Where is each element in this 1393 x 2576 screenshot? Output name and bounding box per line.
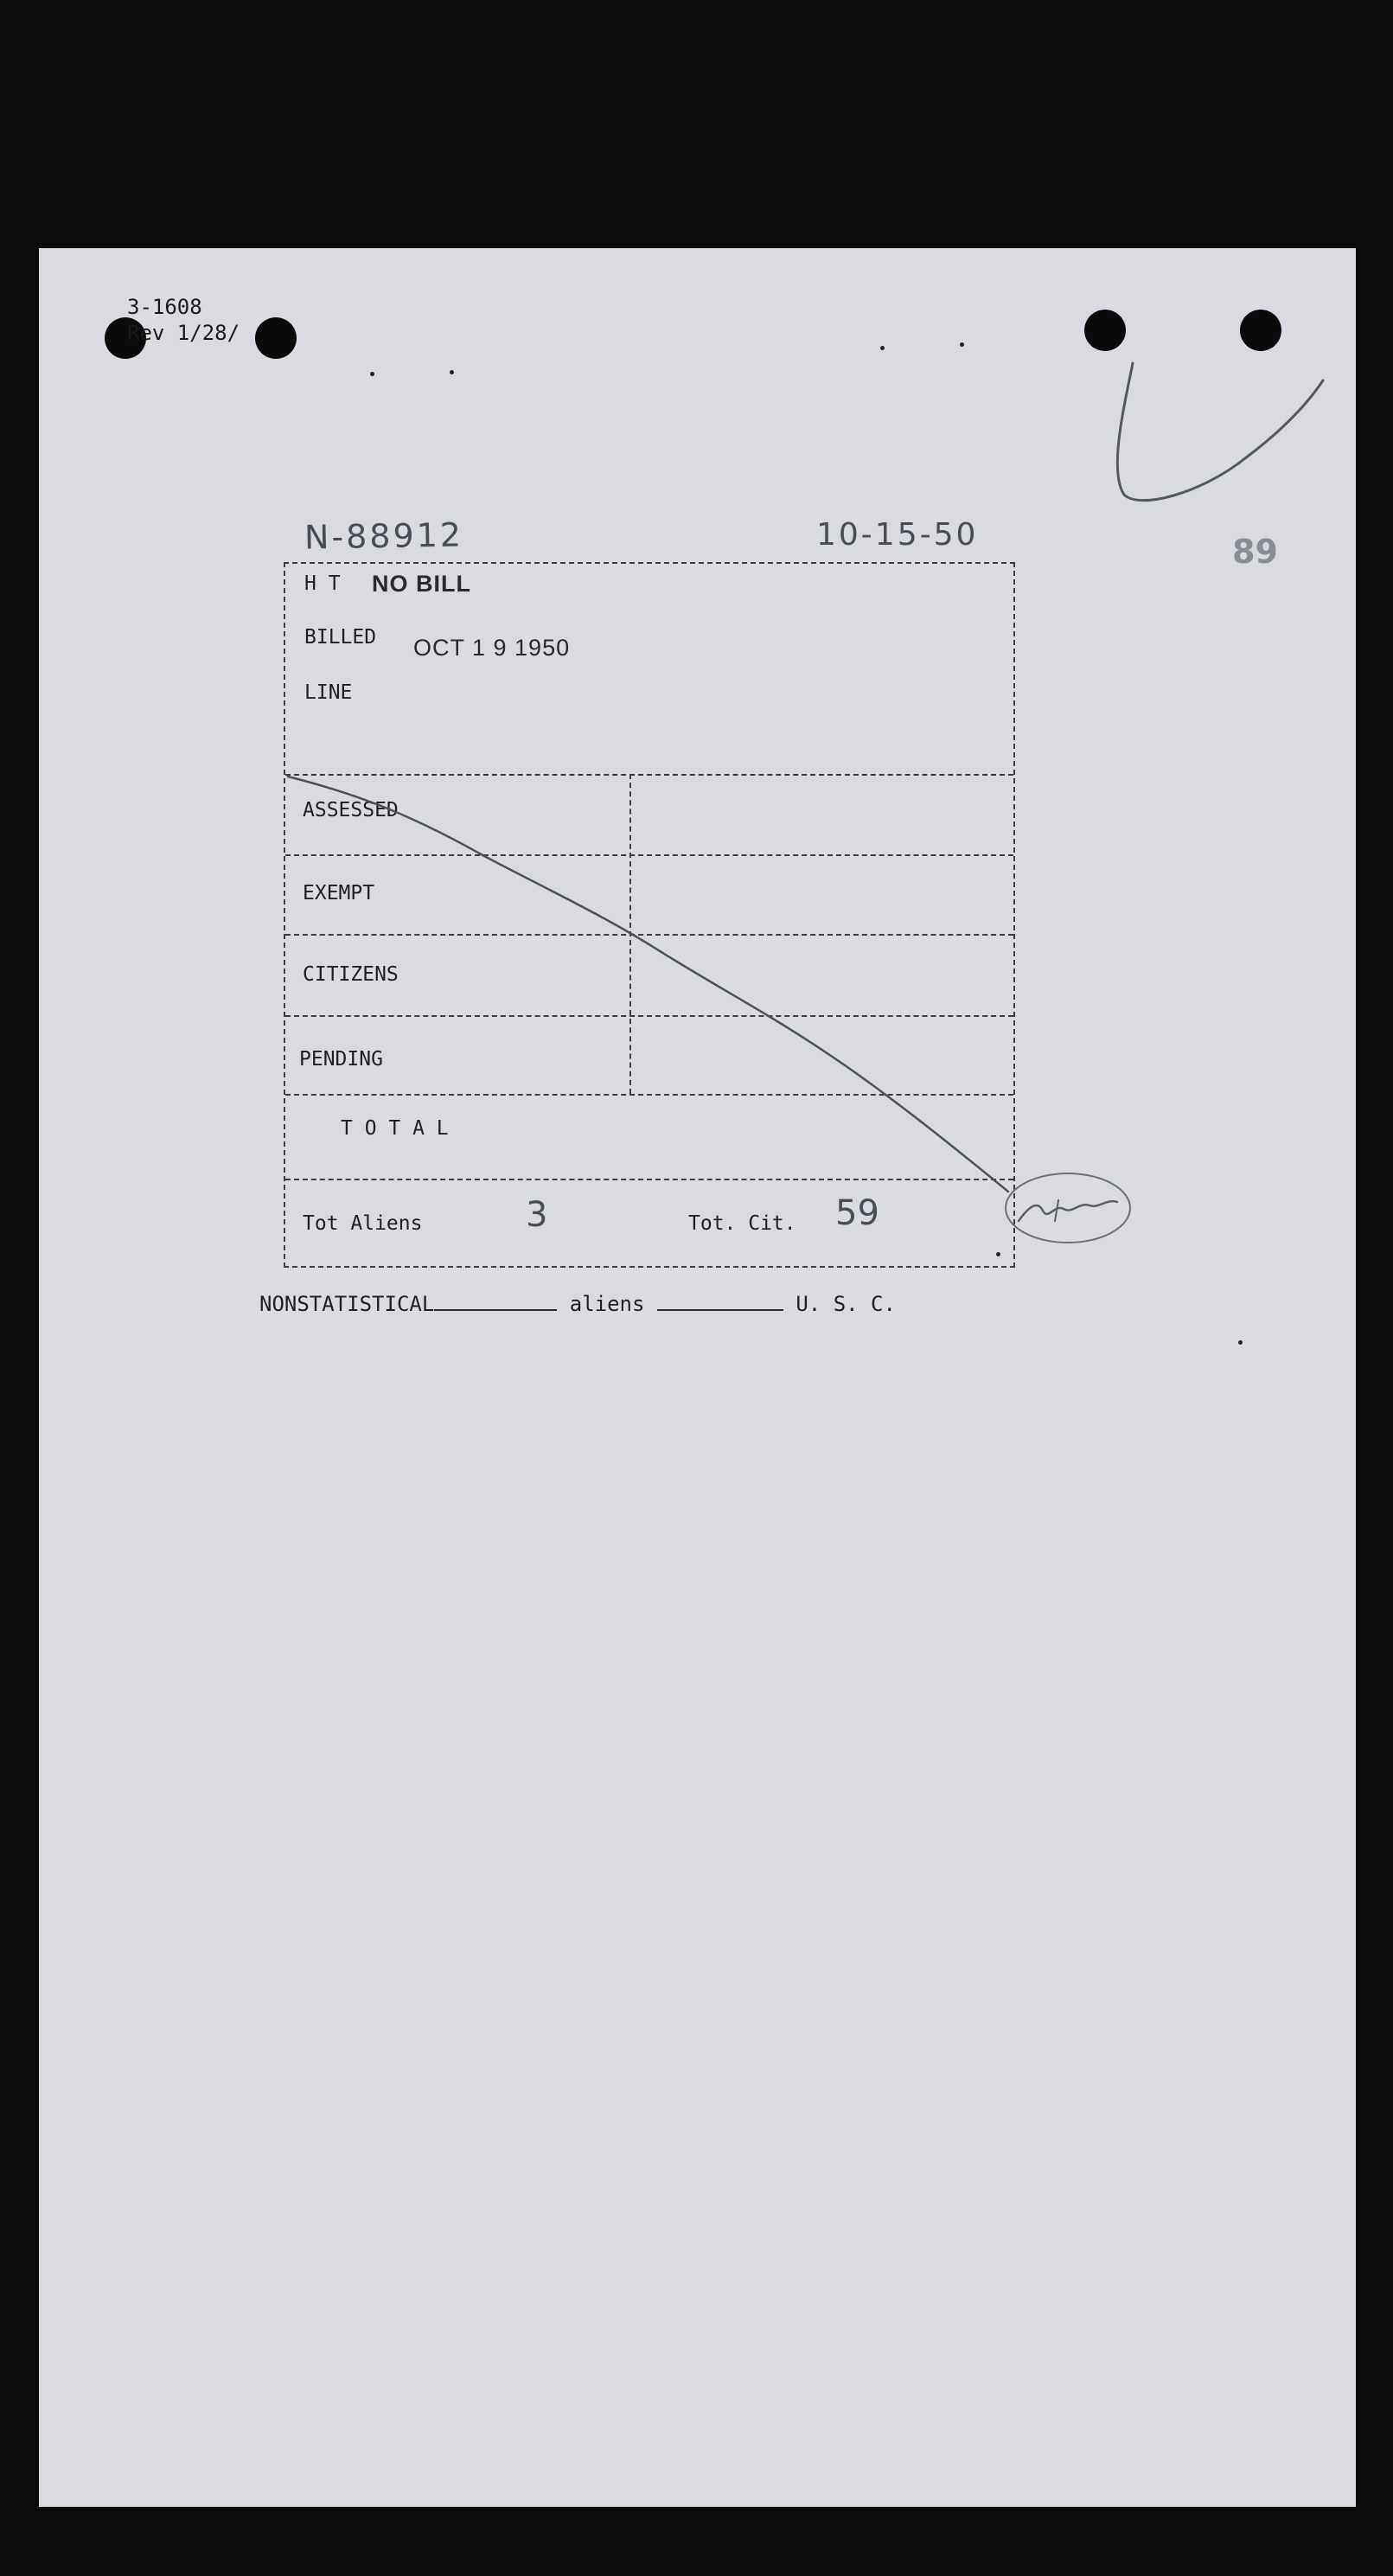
assessed-label: ASSESSED [303, 799, 399, 821]
file-date: 10-15-50 [816, 517, 979, 553]
page-number: 89 [1232, 533, 1278, 571]
initials-signature [1019, 1201, 1117, 1221]
nonstatistical-label: NONSTATISTICAL [259, 1292, 435, 1316]
form-revision: Rev 1/28/ [127, 321, 240, 345]
tot-aliens-label: Tot Aliens [303, 1212, 423, 1235]
aliens-label: aliens [569, 1292, 645, 1316]
tot-aliens-value: 3 [526, 1195, 548, 1235]
citizens-label: CITIZENS [303, 963, 399, 986]
total-label: T O T A L [341, 1117, 449, 1140]
exempt-label: EXEMPT [303, 882, 375, 904]
no-bill-stamp: NO BILL [372, 571, 471, 597]
strike-through-line [288, 777, 1008, 1192]
billed-label: BILLED [304, 626, 377, 649]
tot-cit-label: Tot. Cit. [688, 1212, 796, 1235]
file-number: N-88912 [304, 515, 464, 557]
initials-circle [1006, 1173, 1130, 1243]
check-mark [1117, 363, 1323, 501]
pending-label: PENDING [299, 1048, 383, 1071]
tot-cit-value: 59 [835, 1193, 879, 1233]
form-number: 3-1608 [127, 295, 202, 319]
ht-label: H T [304, 572, 341, 595]
line-label: LINE [304, 681, 353, 704]
usc-label: U. S. C. [796, 1292, 896, 1316]
billed-date-stamp: OCT 1 9 1950 [413, 635, 571, 661]
